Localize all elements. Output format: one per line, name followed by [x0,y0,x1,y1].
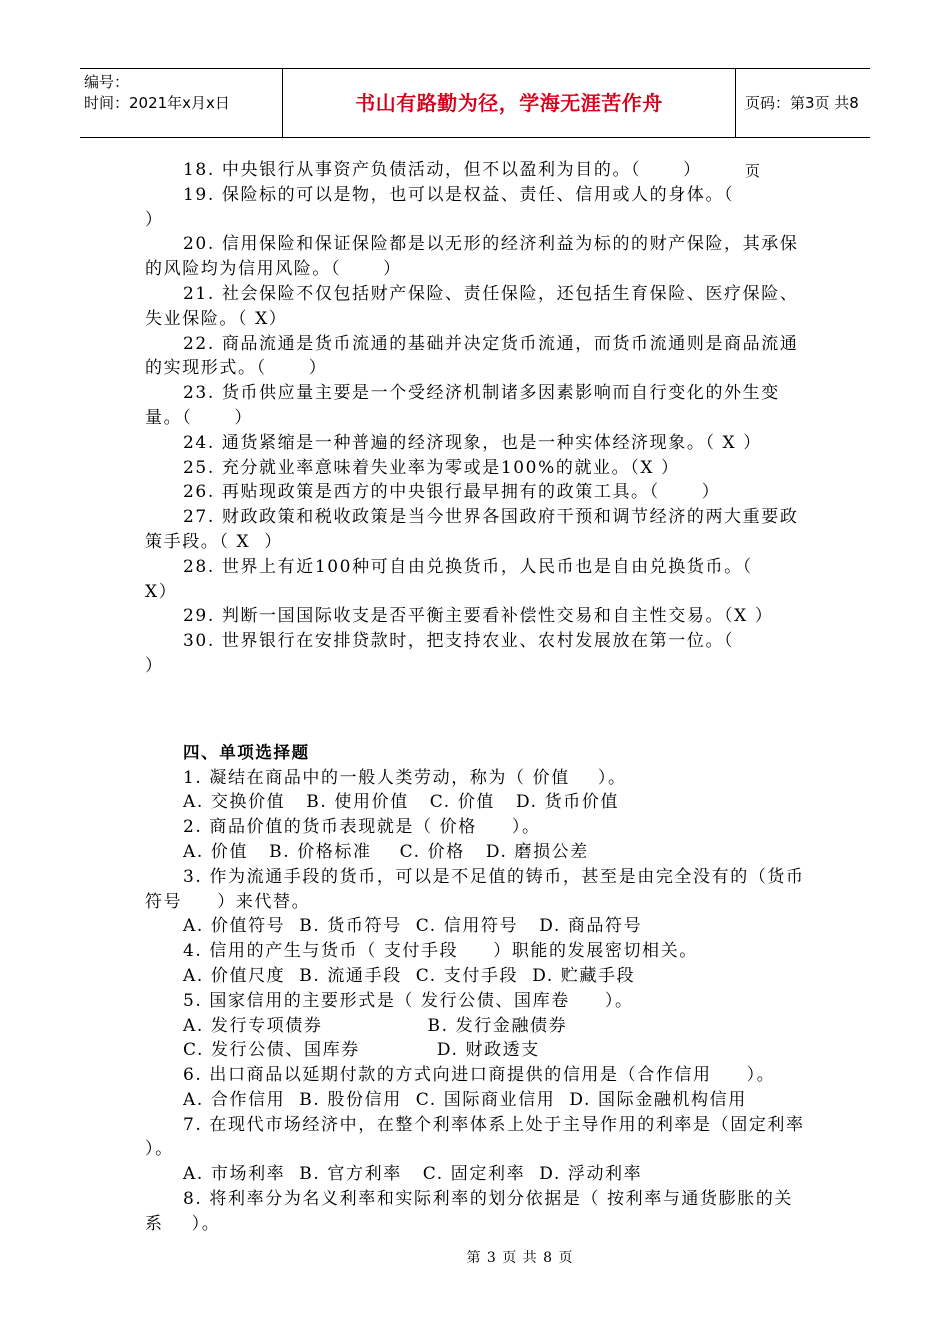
time-label: 时间：2021年x月x日 [84,94,230,112]
question-18: 18. 中央银行从事资产负债活动，但不以盈利为目的。（ ） [183,160,702,180]
choice-question: 7. 在现代市场经济中，在整个利率体系上处于主导作用的利率是（固定利率 ）。 [145,1114,840,1160]
question-24: 24. 通货紧缩是一种普遍的经济现象，也是一种实体经济现象。（ X ） [183,432,762,453]
choice-question: 5. 国家信用的主要形式是（ 发行公债、国库卷 ）。 [183,990,634,1011]
choice-options: A. 市场利率 B. 官方利率 C. 固定利率 D. 浮动利率 [183,1164,643,1185]
choice-options: A. 合作信用 B. 股份信用 C. 国际商业信用 D. 国际金融机构信用 [183,1089,747,1110]
choice-question: 4. 信用的产生与货币（ 支付手段 ）职能的发展密切相关。 [183,941,698,962]
question-25: 25. 充分就业率意味着失业率为零或是100%的就业。（X ） [183,457,680,478]
question-26: 26. 再贴现政策是西方的中央银行最早拥有的政策工具。（ ） [183,482,721,503]
choice-options: C. 发行公债、国库券 D. 财政透支 [183,1040,540,1061]
question-30: 30. 世界银行在安排贷款时，把支持农业、农村发展放在第一位。（ ） [145,631,735,676]
header-page-code: 页码：第3页 共8页 [745,94,859,180]
choice-question: 3. 作为流通手段的货币，可以是不足值的铸币，甚至是由完全没有的（货币符号 ）来代替。 [145,866,805,912]
section-gap [145,679,805,741]
code-label: 编号： [84,73,130,91]
document-body [145,158,840,1237]
section-title: 四、单项选择题 [183,742,310,762]
header-motto: 书山有路勤为径，学海无涯苦作舟 [283,69,736,137]
question-23: 23. 货币供应量主要是一个受经济机制诸多因素影响而自行变化的外生变量。（ ） [145,383,780,428]
question-27: 27. 财政政策和税收政策是当今世界各国政府干预和调节经济的两大重要政策手段。（ X ） [145,507,799,552]
question-29: 29. 判断一国国际收支是否平衡主要看补偿性交易和自主性交易。（X ） [183,606,774,627]
choice-options: A. 价值 B. 价格标准 C. 价格 D. 磨损公差 [183,841,589,862]
choice-options: A. 价值尺度 B. 流通手段 C. 支付手段 D. 贮藏手段 [183,965,636,986]
choice-question: 1. 凝结在商品中的一般人类劳动，称为（ 价值 ）。 [183,767,627,788]
choice-options: A. 价值符号 B. 货币符号 C. 信用符号 D. 商品符号 [183,916,643,937]
question-28: 28. 世界上有近100种可自由兑换货币，人民币也是自由兑换货币。（ X） [145,556,753,602]
question-19: 19. 保险标的可以是物，也可以是权益、责任、信用或人的身体。（ ） [145,184,735,230]
choice-question: 6. 出口商品以延期付款的方式向进口商提供的信用是（合作信用 ）。 [183,1065,776,1086]
choice-question: 2. 商品价值的货币表现就是（ 价格 ）。 [183,817,541,838]
question-22: 22. 商品流通是货币流通的基础并决定货币流通，而货币流通则是商品流通的实现形式。（ ） [145,333,799,379]
choice-question: 8. 将利率分为名义利率和实际利率的划分依据是（ 按利率与通货膨胀的关系 ）。 [145,1189,794,1234]
choice-options: A. 发行专项债券 B. 发行金融债券 [183,1015,568,1036]
footer-page-number: 第 3 页 共 8 页 [466,1250,574,1266]
true-false-list [145,158,805,679]
page-footer [0,1247,950,1267]
choice-options: A. 交换价值 B. 使用价值 C. 价值 D. 货币价值 [183,792,620,813]
choice-list [145,766,840,1237]
question-20: 20. 信用保险和保证保险都是以无形的经济利益为标的的财产保险，其承保的风险均为信用风险。（ ） [145,234,799,280]
header-meta [80,69,283,137]
question-21: 21. 社会保险不仅包括财产保险、责任保险，还包括生育保险、医疗保险、失业保险。（ X） [145,283,799,329]
